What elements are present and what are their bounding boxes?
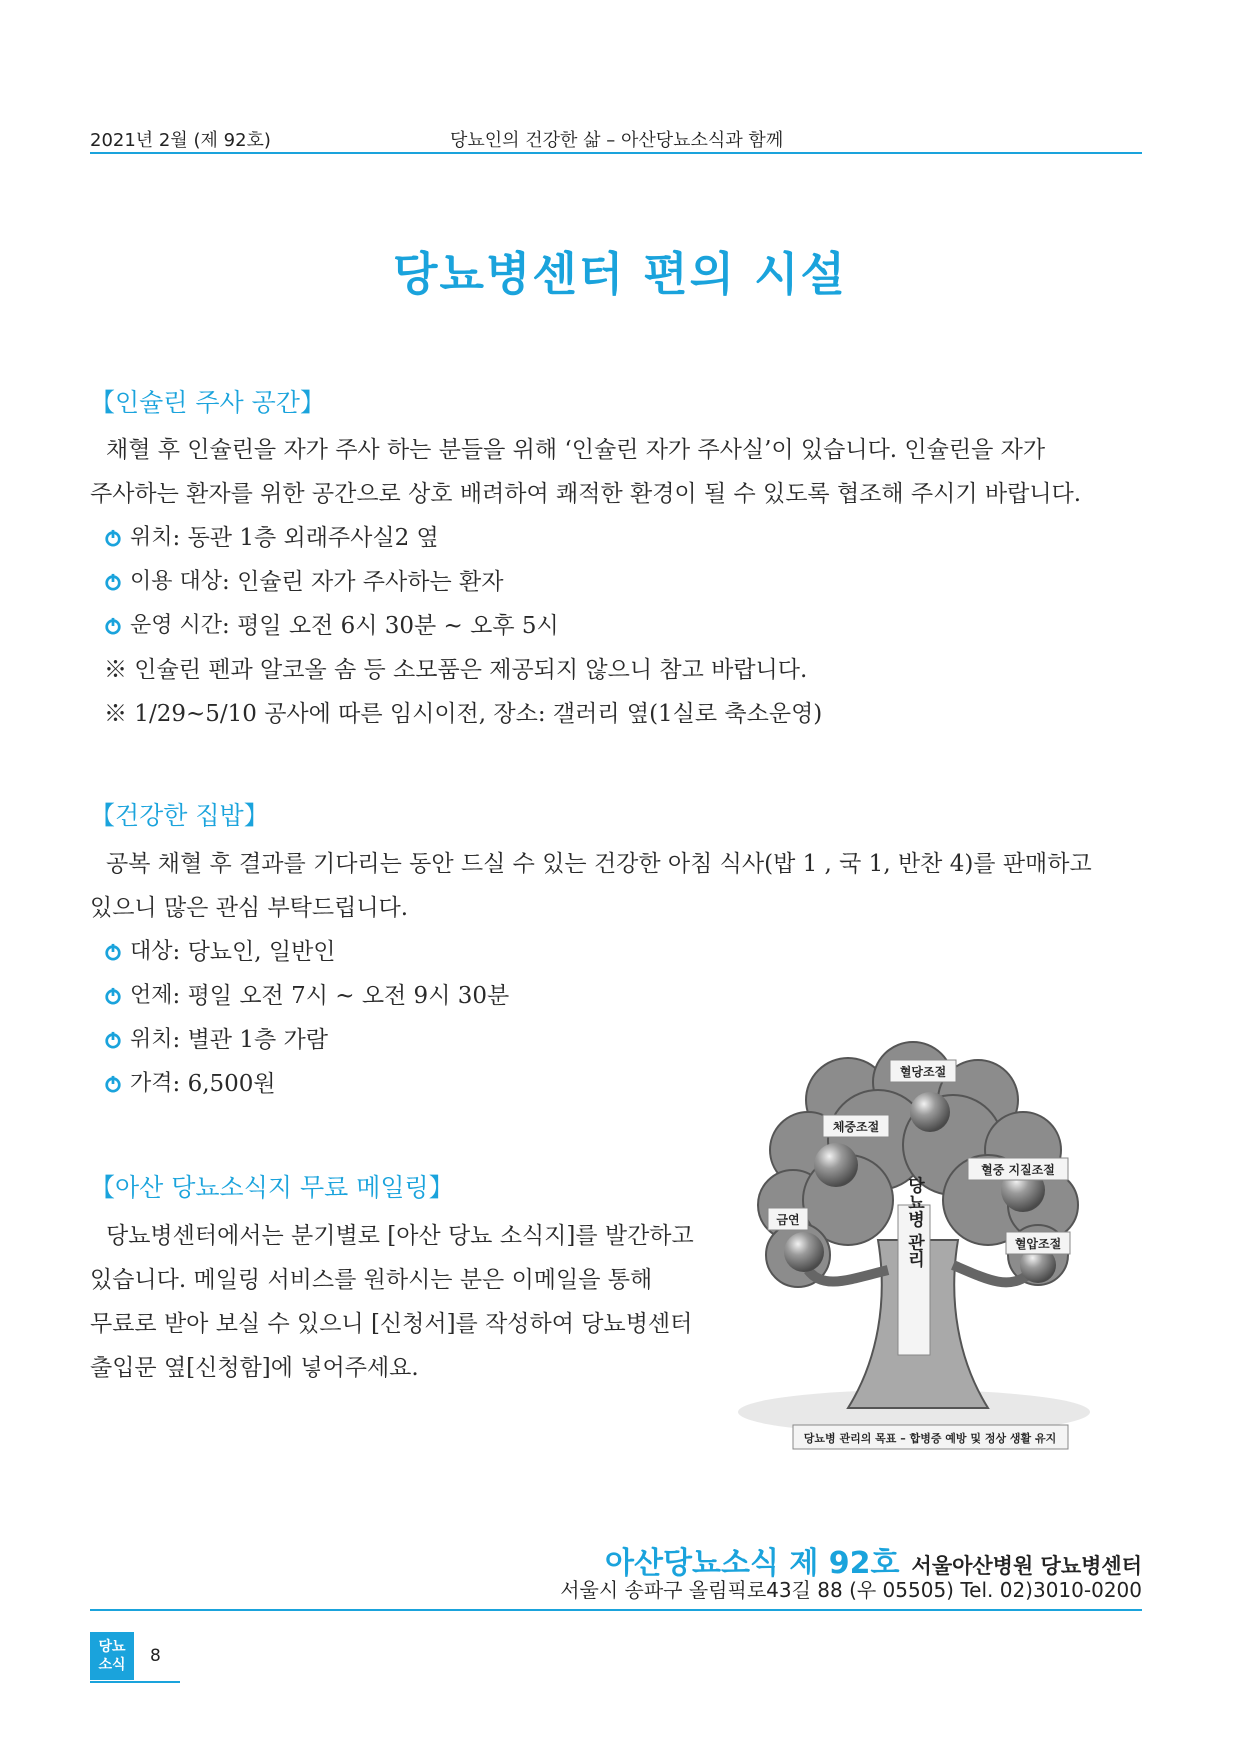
page-badge-line: 당뇨 <box>98 1639 126 1655</box>
power-bullet-icon <box>104 943 122 961</box>
power-bullet-icon <box>104 617 122 635</box>
page-title: 당뇨병센터 편의 시설 <box>393 247 847 301</box>
mailing-line: 있습니다. 메일링 서비스를 원하시는 분은 이메일을 통해 <box>90 1267 653 1293</box>
insulin-intro-line: 채혈 후 인슐린을 자가 주사 하는 분들을 위해 ‘인슐린 자가 주사실’이 있습니다. 인슐린을 자가 <box>106 437 1046 463</box>
item-value: : 평일 오전 7시 ~ 오전 9시 30분 <box>172 983 510 1009</box>
meal-intro-line: 있으니 많은 관심 부탁드립니다. <box>90 895 409 921</box>
tree-caption: 당뇨병 관리의 목표 – 합병증 예방 및 정상 생활 유지 <box>803 1432 1057 1445</box>
running-header <box>90 122 1142 154</box>
mailing-line: 무료로 받아 보실 수 있으니 [신청서]를 작성하여 당뇨병센터 <box>90 1311 693 1337</box>
tree-label-lipid: 혈중 지질조절 <box>981 1163 1055 1177</box>
insulin-info-list <box>104 516 559 648</box>
meal-intro <box>90 842 1092 930</box>
item-value: : 별관 1층 가람 <box>172 1027 328 1053</box>
meal-info-list <box>104 930 509 1106</box>
list-item <box>104 974 509 1018</box>
page-badge <box>90 1632 134 1680</box>
meal-intro-line: 공복 채혈 후 결과를 기다리는 동안 드실 수 있는 건강한 아침 식사(밥 1 , 국 1, 반찬 4)를 판매하고 <box>106 851 1092 877</box>
power-bullet-icon <box>104 1031 122 1049</box>
item-value: : 6,500원 <box>172 1071 276 1097</box>
tree-label-weight: 체중조절 <box>832 1120 880 1134</box>
list-item <box>104 560 559 604</box>
section-title-meal: 【건강한 집밥】 <box>90 801 269 830</box>
header-tagline: 당뇨인의 건강한 삶 – 아산당뇨소식과 함께 <box>450 130 784 151</box>
item-label: 위치 <box>130 1027 173 1052</box>
tree-label-glucose: 혈당조절 <box>899 1065 947 1079</box>
item-value: : 인슐린 자가 주사하는 환자 <box>222 569 504 595</box>
list-item <box>104 930 509 974</box>
item-label: 언제 <box>130 983 173 1008</box>
address: 서울시 송파구 올림픽로43길 88 (우 05505) Tel. 02)3010-0200 <box>560 1578 1142 1602</box>
item-value: : 당뇨인, 일반인 <box>172 939 336 965</box>
footer-divider <box>90 1609 1142 1611</box>
item-label: 위치 <box>130 525 173 550</box>
section-title-insulin: 【인슐린 주사 공간】 <box>90 388 325 417</box>
insulin-notes <box>104 648 822 736</box>
item-label: 운영 시간 <box>130 613 223 638</box>
insulin-intro <box>90 428 1081 516</box>
list-item <box>104 516 559 560</box>
section-title-mailing: 【아산 당뇨소식지 무료 메일링】 <box>90 1173 454 1202</box>
item-label: 대상 <box>130 939 173 964</box>
item-label: 이용 대상 <box>130 569 223 594</box>
publication-name: 아산당뇨소식 제 92호 <box>605 1546 900 1581</box>
power-bullet-icon <box>104 573 122 591</box>
item-label: 가격 <box>130 1071 173 1096</box>
note-line: ※ 인슐린 펜과 알코올 솜 등 소모품은 제공되지 않으니 참고 바랍니다. <box>104 657 808 683</box>
insulin-intro-line: 주사하는 환자를 위한 공간으로 상호 배려하여 쾌적한 환경이 될 수 있도록 협조해 주시기 바랍니다. <box>90 481 1082 507</box>
tree-label-smoking: 금연 <box>776 1213 800 1227</box>
note-line: ※ 1/29~5/10 공사에 따른 임시이전, 장소: 갤러리 옆(1실로 축소운영) <box>104 701 823 727</box>
page-number: 8 <box>150 1646 161 1666</box>
diabetes-management-tree <box>738 1040 1090 1460</box>
page-badge-line: 소식 <box>98 1657 126 1673</box>
tree-label-trunk: 당뇨병 관리 <box>904 1176 924 1268</box>
tree-label-bp: 혈압조절 <box>1014 1237 1062 1251</box>
list-item <box>104 604 559 648</box>
power-bullet-icon <box>104 529 122 547</box>
organization-name: 서울아산병원 당뇨병센터 <box>911 1554 1142 1578</box>
list-item <box>104 1062 509 1106</box>
power-bullet-icon <box>104 1075 122 1093</box>
power-bullet-icon <box>104 987 122 1005</box>
page-number-underline <box>90 1681 180 1683</box>
issue-date: 2021년 2월 (제 92호) <box>90 130 271 151</box>
mailing-line: 출입문 옆[신청함]에 넣어주세요. <box>90 1355 419 1381</box>
item-value: : 동관 1층 외래주사실2 옆 <box>172 525 439 551</box>
list-item <box>104 1018 509 1062</box>
item-value: : 평일 오전 6시 30분 ~ 오후 5시 <box>222 613 559 639</box>
mailing-text <box>90 1214 694 1390</box>
mailing-line: 당뇨병센터에서는 분기별로 [아산 당뇨 소식지]를 발간하고 <box>106 1223 694 1249</box>
tree-illustration <box>738 1040 1090 1460</box>
